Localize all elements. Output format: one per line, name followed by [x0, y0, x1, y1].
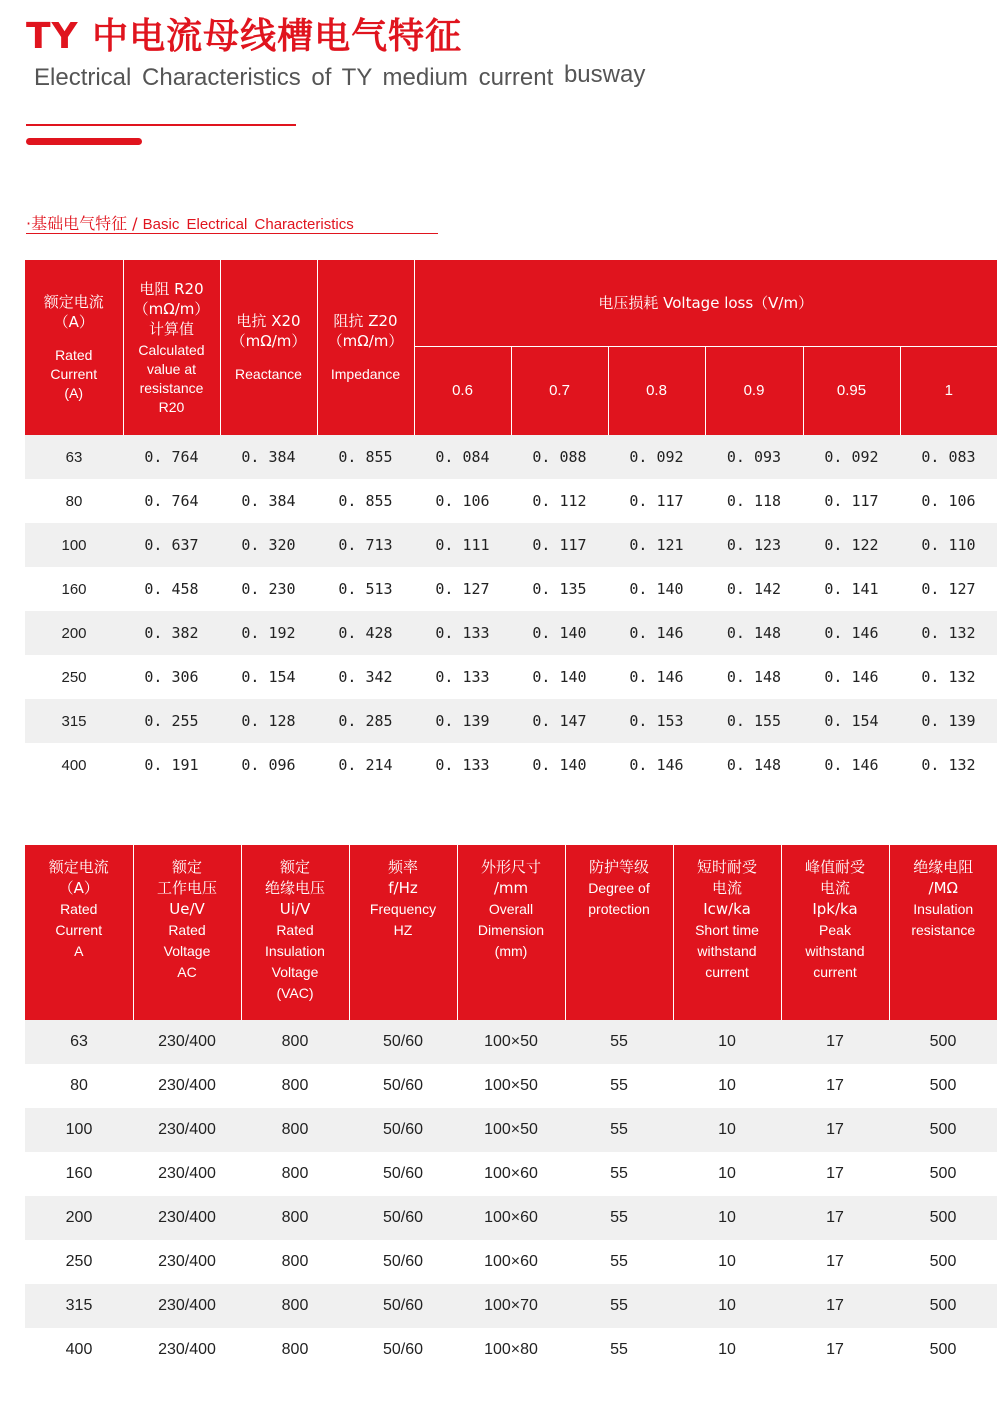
table-cell: 55 — [565, 1152, 673, 1196]
table-cell: 0. 110 — [900, 523, 997, 567]
table-cell: 0. 146 — [608, 655, 705, 699]
page-title: TY 中电流母线槽电气特征 — [26, 16, 463, 57]
voltage-loss-header: 电压损耗 Voltage loss（V/m） — [414, 260, 997, 347]
table-cell: 0. 083 — [900, 435, 997, 479]
header-line: R20 — [158, 398, 185, 415]
column-header — [349, 845, 457, 1020]
table-cell: 800 — [241, 1196, 349, 1240]
table-cell: 0. 458 — [123, 567, 220, 611]
table-row — [25, 1064, 997, 1108]
table-cell: 250 — [25, 655, 123, 699]
table-cell: 50/60 — [349, 1284, 457, 1328]
table-cell: 100×70 — [457, 1284, 565, 1328]
column-header — [673, 845, 781, 1020]
table-cell: 50/60 — [349, 1064, 457, 1108]
table-cell: 0. 191 — [123, 743, 220, 787]
table-cell: 0. 092 — [608, 435, 705, 479]
header-line: Calculated — [138, 341, 205, 358]
ratings-table — [25, 845, 997, 1372]
table-cell: 100×80 — [457, 1328, 565, 1372]
table-cell: 80 — [25, 479, 123, 523]
table-cell: 0. 382 — [123, 611, 220, 655]
table-cell: 0. 132 — [900, 743, 997, 787]
table-cell: 315 — [25, 1284, 133, 1328]
table-cell: 0. 106 — [900, 479, 997, 523]
header-line: 峰值耐受 — [804, 858, 865, 876]
column-header — [25, 845, 133, 1020]
electrical-characteristics-table — [25, 260, 997, 787]
header-line: 额定 — [279, 858, 310, 876]
header-line: 频率 — [387, 858, 418, 876]
table-cell: 100×50 — [457, 1020, 565, 1064]
table-cell: 50/60 — [349, 1240, 457, 1284]
column-header — [889, 845, 997, 1020]
table-cell: 55 — [565, 1020, 673, 1064]
header-line: 外形尺寸 — [480, 858, 541, 876]
table-cell: 0. 132 — [900, 655, 997, 699]
table-cell: 0. 148 — [705, 611, 803, 655]
table-cell: 55 — [565, 1064, 673, 1108]
table-cell: 0. 133 — [414, 655, 511, 699]
header-line: f/Hz — [388, 879, 418, 897]
table-cell: 50/60 — [349, 1152, 457, 1196]
column-header — [565, 845, 673, 1020]
table-row — [25, 1284, 997, 1328]
header-line: 电流 — [819, 879, 850, 897]
table-row — [25, 479, 997, 523]
table-cell: 0. 139 — [900, 699, 997, 743]
header-row — [25, 260, 997, 347]
header-line: Current — [55, 922, 103, 938]
section-heading — [26, 211, 438, 234]
table-cell: 315 — [25, 699, 123, 743]
header-line: 电抗 X20 — [236, 312, 301, 330]
header-line: 防护等级 — [588, 858, 649, 876]
header-line: withstand — [697, 943, 757, 959]
table-cell: 17 — [781, 1108, 889, 1152]
table-cell: 800 — [241, 1328, 349, 1372]
table-1 — [25, 260, 997, 787]
table-cell: 0. 121 — [608, 523, 705, 567]
table-cell: 230/400 — [133, 1020, 241, 1064]
table-cell: 0. 117 — [608, 479, 705, 523]
header-line: 阻抗 Z20 — [333, 312, 398, 330]
header-row — [25, 845, 997, 1020]
table-cell: 400 — [25, 743, 123, 787]
table-2 — [25, 845, 997, 1372]
table-cell: 100 — [25, 1108, 133, 1152]
table-cell: 100×60 — [457, 1152, 565, 1196]
header-line: Ipk/ka — [812, 900, 858, 918]
header-line: Reactance — [235, 366, 302, 382]
header-line: /mm — [493, 879, 529, 897]
table-cell: 230/400 — [133, 1196, 241, 1240]
power-factor-header: 0.9 — [705, 347, 803, 436]
table-row — [25, 743, 997, 787]
table-cell: 100×50 — [457, 1108, 565, 1152]
table-row — [25, 1020, 997, 1064]
table-cell: 0. 146 — [803, 655, 900, 699]
table-cell: 100×50 — [457, 1064, 565, 1108]
table-cell: 0. 154 — [220, 655, 317, 699]
header-line: AC — [177, 964, 197, 980]
table-cell: 0. 148 — [705, 743, 803, 787]
table-cell: 160 — [25, 567, 123, 611]
column-header — [317, 260, 414, 435]
table-cell: 0. 128 — [220, 699, 317, 743]
header-line: current — [705, 964, 749, 980]
table-cell: 80 — [25, 1064, 133, 1108]
table-cell: 17 — [781, 1064, 889, 1108]
header-line: （A） — [53, 313, 94, 331]
header-line: Insulation — [265, 943, 325, 959]
table-cell: 50/60 — [349, 1020, 457, 1064]
power-factor-header: 0.7 — [511, 347, 608, 436]
table-cell: 0. 154 — [803, 699, 900, 743]
table-cell: 0. 118 — [705, 479, 803, 523]
header-line: （mΩ/m） — [327, 332, 404, 350]
table-cell: 200 — [25, 611, 123, 655]
table-cell: 63 — [25, 435, 123, 479]
table-cell: 10 — [673, 1196, 781, 1240]
table-cell: 160 — [25, 1152, 133, 1196]
table-cell: 500 — [889, 1152, 997, 1196]
table-cell: 0. 428 — [317, 611, 414, 655]
column-header — [781, 845, 889, 1020]
header-line: Impedance — [330, 366, 401, 382]
header-line: /MΩ — [928, 879, 958, 897]
table-cell: 500 — [889, 1196, 997, 1240]
header-line: resistance — [139, 379, 204, 396]
table-cell: 250 — [25, 1240, 133, 1284]
power-factor-header: 0.95 — [803, 347, 900, 436]
table-cell: 0. 140 — [511, 655, 608, 699]
table-cell: 800 — [241, 1020, 349, 1064]
table-row — [25, 611, 997, 655]
header-line: Current — [50, 366, 98, 382]
power-factor-header: 0.8 — [608, 347, 705, 436]
table-cell: 0. 320 — [220, 523, 317, 567]
column-header — [220, 260, 317, 435]
table-cell: 230/400 — [133, 1328, 241, 1372]
header-line: Short time — [695, 922, 759, 938]
header-line: current — [813, 964, 857, 980]
table-row — [25, 1108, 997, 1152]
header-line: 工作电压 — [156, 879, 217, 897]
table-cell: 500 — [889, 1328, 997, 1372]
table-cell: 0. 146 — [608, 611, 705, 655]
table-cell: 0. 133 — [414, 743, 511, 787]
header-line: (mm) — [494, 943, 528, 959]
table-row — [25, 567, 997, 611]
table-row — [25, 523, 997, 567]
table-cell: 0. 142 — [705, 567, 803, 611]
header-line: (A) — [64, 385, 84, 401]
header-line: Degree of — [588, 880, 650, 896]
table-cell: 0. 088 — [511, 435, 608, 479]
table-cell: 0. 147 — [511, 699, 608, 743]
table-cell: 55 — [565, 1328, 673, 1372]
table-cell: 10 — [673, 1240, 781, 1284]
table-cell: 100×60 — [457, 1240, 565, 1284]
table-cell: 0. 106 — [414, 479, 511, 523]
header-line: 额定电流 — [48, 858, 109, 876]
table-row — [25, 1328, 997, 1372]
table-cell: 0. 140 — [511, 743, 608, 787]
table-cell: 63 — [25, 1020, 133, 1064]
table-row — [25, 1152, 997, 1196]
table-cell: 0. 132 — [900, 611, 997, 655]
header-line: Dimension — [477, 922, 545, 938]
column-header — [241, 845, 349, 1020]
table-cell: 0. 384 — [220, 479, 317, 523]
header-line: Voltage — [163, 943, 211, 959]
table-cell: 50/60 — [349, 1196, 457, 1240]
table-cell: 0. 127 — [414, 567, 511, 611]
table-cell: 0. 084 — [414, 435, 511, 479]
header-line: （mΩ/m） — [230, 332, 307, 350]
table-cell: 800 — [241, 1108, 349, 1152]
table-cell: 500 — [889, 1108, 997, 1152]
table-cell: 0. 230 — [220, 567, 317, 611]
table-cell: 10 — [673, 1020, 781, 1064]
table-cell: 55 — [565, 1108, 673, 1152]
header-line: 计算值 — [148, 319, 194, 338]
table-cell: 230/400 — [133, 1108, 241, 1152]
table-cell: 10 — [673, 1064, 781, 1108]
table-row — [25, 655, 997, 699]
table-cell: 17 — [781, 1328, 889, 1372]
table-cell: 0. 133 — [414, 611, 511, 655]
table-cell: 0. 135 — [511, 567, 608, 611]
column-header — [457, 845, 565, 1020]
power-factor-header: 0.6 — [414, 347, 511, 436]
header-line: 额定 — [171, 858, 202, 876]
table-cell: 0. 384 — [220, 435, 317, 479]
table-cell: 100 — [25, 523, 123, 567]
header-line: （mΩ/m） — [133, 299, 210, 318]
table-cell: 17 — [781, 1196, 889, 1240]
table-cell: 55 — [565, 1240, 673, 1284]
table-cell: 0. 140 — [511, 611, 608, 655]
table-cell: 55 — [565, 1284, 673, 1328]
table-cell: 0. 192 — [220, 611, 317, 655]
header-line: A — [74, 943, 84, 959]
table-row — [25, 1240, 997, 1284]
table-cell: 0. 146 — [803, 743, 900, 787]
table-cell: 0. 123 — [705, 523, 803, 567]
table-cell: 230/400 — [133, 1284, 241, 1328]
header-line: withstand — [805, 943, 865, 959]
table-cell: 0. 155 — [705, 699, 803, 743]
column-header — [123, 260, 220, 435]
column-header — [133, 845, 241, 1020]
header-line: 短时耐受 — [696, 858, 757, 876]
table-cell: 230/400 — [133, 1152, 241, 1196]
section-heading-en: Basic Electrical Characteristics — [142, 216, 354, 233]
table-cell: 0. 153 — [608, 699, 705, 743]
table-cell: 800 — [241, 1240, 349, 1284]
power-factor-header: 1 — [900, 347, 997, 436]
table-cell: 0. 255 — [123, 699, 220, 743]
table-cell: 230/400 — [133, 1064, 241, 1108]
header-line: 额定电流 — [43, 293, 104, 311]
page-subtitle — [34, 61, 646, 92]
table-cell: 0. 093 — [705, 435, 803, 479]
table-cell: 400 — [25, 1328, 133, 1372]
table-cell: 500 — [889, 1240, 997, 1284]
table-cell: 0. 855 — [317, 479, 414, 523]
header-line: 电阻 R20 — [139, 279, 204, 298]
subtitle-last-word: busway — [563, 61, 646, 88]
table-cell: 10 — [673, 1108, 781, 1152]
table-cell: 17 — [781, 1152, 889, 1196]
header-line: Insulation — [913, 901, 974, 917]
table-cell: 500 — [889, 1284, 997, 1328]
table-cell: 0. 139 — [414, 699, 511, 743]
section-heading-cn: ·基础电气特征 / — [26, 214, 143, 233]
table-cell: 10 — [673, 1152, 781, 1196]
header-line: protection — [588, 901, 650, 917]
table-cell: 0. 513 — [317, 567, 414, 611]
header-line: Rated — [168, 922, 206, 938]
header-line: 电流 — [711, 879, 742, 897]
header-line: Peak — [819, 922, 851, 938]
table-cell: 17 — [781, 1020, 889, 1064]
table-cell: 230/400 — [133, 1240, 241, 1284]
table-cell: 0. 214 — [317, 743, 414, 787]
header-line: Ui/V — [279, 900, 311, 918]
header-line: Voltage — [271, 964, 319, 980]
table-row — [25, 435, 997, 479]
header-line: (VAC) — [276, 985, 314, 1001]
table-cell: 0. 285 — [317, 699, 414, 743]
column-header — [25, 260, 123, 435]
table-row — [25, 1196, 997, 1240]
table-cell: 0. 148 — [705, 655, 803, 699]
table-cell: 50/60 — [349, 1328, 457, 1372]
header-line: Frequency — [369, 901, 437, 917]
header-line: Overall — [488, 901, 534, 917]
table-cell: 0. 141 — [803, 567, 900, 611]
table-cell: 500 — [889, 1064, 997, 1108]
header-line: Icw/ka — [703, 900, 751, 918]
table-cell: 0. 146 — [803, 611, 900, 655]
table-cell: 0. 096 — [220, 743, 317, 787]
table-cell: 0. 764 — [123, 479, 220, 523]
header-line: Ue/V — [169, 900, 205, 918]
table-cell: 0. 117 — [511, 523, 608, 567]
table-cell: 0. 146 — [608, 743, 705, 787]
table-cell: 800 — [241, 1284, 349, 1328]
header-line: value at — [146, 360, 197, 377]
table-cell: 0. 855 — [317, 435, 414, 479]
header-line: Rated — [55, 347, 93, 363]
table-cell: 0. 111 — [414, 523, 511, 567]
table-cell: 800 — [241, 1064, 349, 1108]
header-line: Rated — [60, 901, 98, 917]
header-line: 绝缘电压 — [264, 879, 325, 897]
table-cell: 17 — [781, 1240, 889, 1284]
table-cell: 800 — [241, 1152, 349, 1196]
table-cell: 0. 764 — [123, 435, 220, 479]
header-line: Rated — [276, 922, 314, 938]
header-line: HZ — [393, 922, 413, 938]
table-cell: 0. 713 — [317, 523, 414, 567]
header-line: resistance — [911, 922, 976, 938]
subtitle-text: Electrical Characteristics of TY medium current — [34, 64, 554, 91]
table-cell: 100×60 — [457, 1196, 565, 1240]
table-cell: 0. 306 — [123, 655, 220, 699]
table-cell: 0. 122 — [803, 523, 900, 567]
table-cell: 0. 127 — [900, 567, 997, 611]
title-accent-bar — [26, 138, 142, 145]
table-cell: 0. 637 — [123, 523, 220, 567]
table-cell: 10 — [673, 1328, 781, 1372]
header-line: 绝缘电阻 — [913, 858, 974, 876]
header-line: （A） — [58, 879, 99, 897]
table-cell: 0. 092 — [803, 435, 900, 479]
table-cell: 55 — [565, 1196, 673, 1240]
table-cell: 200 — [25, 1196, 133, 1240]
table-cell: 0. 117 — [803, 479, 900, 523]
table-cell: 0. 140 — [608, 567, 705, 611]
table-cell: 0. 342 — [317, 655, 414, 699]
table-cell: 0. 112 — [511, 479, 608, 523]
table-cell: 10 — [673, 1284, 781, 1328]
table-cell: 500 — [889, 1020, 997, 1064]
table-cell: 17 — [781, 1284, 889, 1328]
table-cell: 50/60 — [349, 1108, 457, 1152]
title-underline — [26, 124, 296, 126]
table-row — [25, 699, 997, 743]
